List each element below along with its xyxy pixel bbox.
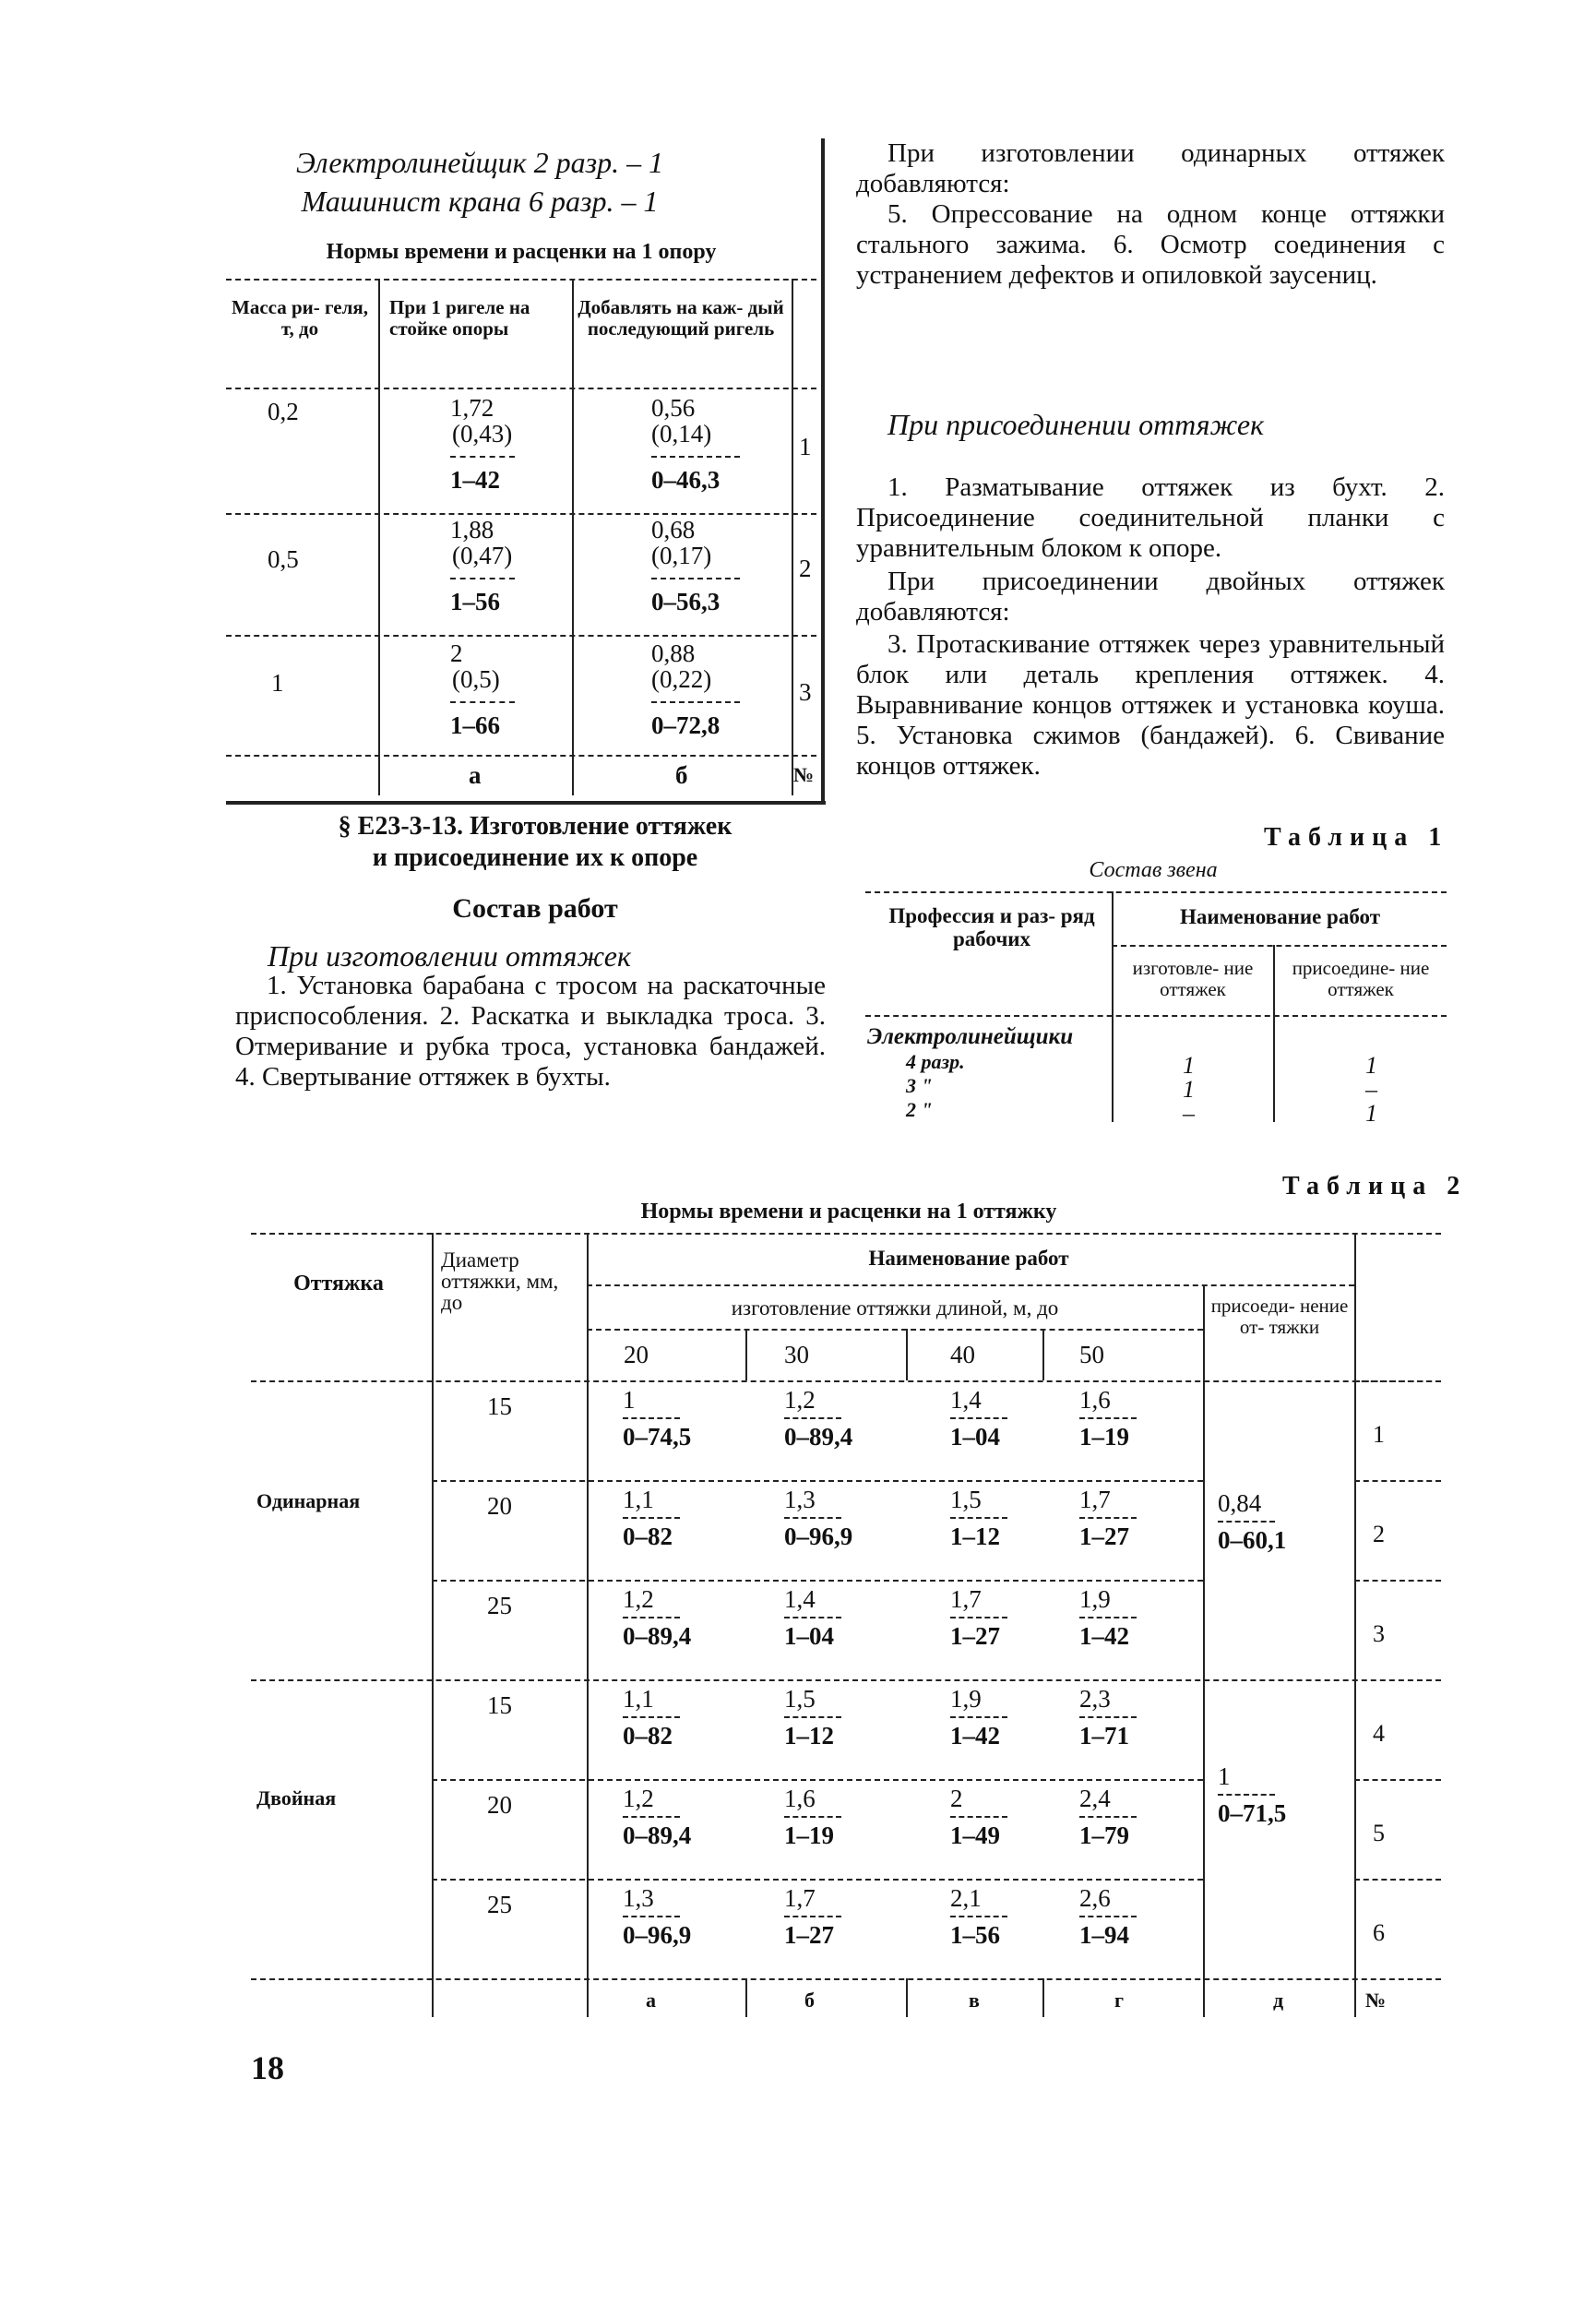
table-top-header-first: При 1 ригеле на стойке опоры (389, 296, 530, 340)
cell-frac: 1,7 1–27 (950, 1585, 1007, 1650)
table1-col-prof: Профессия и раз- ряд рабочих (888, 904, 1095, 950)
section-subtitle: и присоединение их к опоре (372, 843, 698, 872)
table1-grade: 4 разр. (906, 1050, 965, 1073)
table2-length: 50 (1079, 1341, 1104, 1368)
table-cell: (0,14) (651, 420, 712, 448)
frac-bot: 0–71,5 (1218, 1799, 1287, 1827)
cell-frac: 1,4 1–04 (784, 1585, 841, 1650)
cell-frac: 1,7 1–27 (1079, 1486, 1137, 1550)
table1-cell: 1 (1183, 1052, 1195, 1079)
table-cell: (0,22) (651, 665, 712, 693)
table-cell: 2 (450, 639, 463, 667)
attach-frac (1218, 1762, 1286, 1827)
table-footer: № (1365, 1989, 1387, 2012)
table-cell: 0,68 (651, 516, 696, 543)
cell-frac: 2,6 1–94 (1079, 1884, 1137, 1949)
table2-col-diam: Диаметр оттяжки, мм, до (441, 1248, 559, 1314)
table-cell: 0–72,8 (651, 711, 721, 739)
table1-grade: 2 " (906, 1098, 933, 1121)
row-number: 3 (1373, 1620, 1385, 1647)
row-number: 1 (799, 433, 812, 460)
attach-text: 1. Разматывание оттяжек из бухт. 2. Присоединение соединительной планки с уравнительным блоком к опоре. (856, 472, 1445, 563)
page-number: 18 (251, 2049, 284, 2086)
group-name: Одинарная (256, 1489, 361, 1512)
cell-frac: 1,2 0–89,4 (784, 1386, 853, 1451)
table1-cell: 1 (1365, 1100, 1377, 1127)
table1-prof-title: Электролинейщики (867, 1024, 1074, 1049)
cell-frac: 1,5 1–12 (950, 1486, 1007, 1550)
table1-col-works: Наименование работ (1179, 905, 1381, 928)
row-number: 4 (1373, 1720, 1385, 1747)
frac-top: 1 (1218, 1762, 1231, 1790)
composition-heading: Состав работ (452, 893, 618, 924)
table-cell: 0,56 (651, 394, 696, 422)
frac-bot: 0–60,1 (1218, 1526, 1287, 1554)
table2-diam: 20 (487, 1791, 512, 1819)
table2-diam: 15 (487, 1691, 512, 1719)
cell-frac: 2,4 1–79 (1079, 1785, 1137, 1849)
table-cell: 1–66 (450, 711, 500, 739)
table-top-header-mass: Масса ри- геля, т, до (232, 296, 368, 340)
table-cell: 1,88 (450, 516, 494, 543)
table-cell: 1–56 (450, 588, 500, 615)
row-number: 2 (799, 555, 812, 582)
table1-cell: – (1365, 1076, 1377, 1103)
table1-col-attach: присоедине- ние оттяжек (1292, 957, 1430, 1000)
table-cell: (0,17) (651, 542, 712, 569)
frac-top: 0,84 (1218, 1489, 1262, 1517)
table2-diam: 25 (487, 1891, 512, 1918)
attach-heading: При присоединении оттяжек (887, 408, 1265, 441)
single-intro: При изготовлении одинарных оттяжек добавляются: (856, 138, 1445, 198)
cell-frac: 1,2 0–89,4 (623, 1585, 692, 1650)
cell-frac: 1,6 1–19 (1079, 1386, 1137, 1451)
table-cell: 0–46,3 (651, 466, 721, 494)
table2-label: Таблица 2 (1282, 1172, 1468, 1200)
cell-frac: 2,1 1–56 (950, 1884, 1007, 1949)
section-title: § Е23-3-13. Изготовление оттяжек (338, 812, 732, 841)
norms-title-top: Нормы времени и расценки на 1 опору (326, 240, 717, 264)
row-number: 2 (1373, 1521, 1385, 1547)
table2-length: 30 (784, 1341, 809, 1368)
table-footer: в (969, 1989, 980, 2012)
table2-diam: 20 (487, 1492, 512, 1520)
attach-frac (1218, 1489, 1286, 1554)
row-number: 6 (1373, 1919, 1385, 1946)
table-cell: 0,88 (651, 639, 696, 667)
making-text: 1. Установка барабана с тросом на раскаточные приспособления. 2. Раскатка и выкладка троса. 3. Отмеривание и рубка троса, установка бандажей. 4. Свертывание оттяжек в бухты. (235, 971, 826, 1092)
row-number: 5 (1373, 1820, 1385, 1846)
table2-col-works: Наименование работ (868, 1247, 1069, 1270)
table1-caption: Состав звена (1089, 858, 1218, 882)
making-heading: При изготовлении оттяжек (268, 939, 631, 973)
table-cell: 0–56,3 (651, 588, 721, 615)
table1-label: Таблица 1 (1264, 823, 1449, 852)
table2-col-attach: присоеди- нение от- тяжки (1210, 1295, 1349, 1338)
cell-frac: 1,3 0–96,9 (784, 1486, 853, 1550)
cell-frac: 2,3 1–71 (1079, 1685, 1137, 1750)
table-cell: 1,72 (450, 394, 494, 422)
table-footer: а (646, 1989, 656, 2012)
table-row-mass: 0,5 (268, 545, 299, 573)
cell-frac: 2 1–49 (950, 1785, 1007, 1849)
cell-frac: 1,7 1–27 (784, 1884, 841, 1949)
table-cell: 1–42 (450, 466, 500, 494)
table1-grade: 3 " (906, 1074, 933, 1097)
cell-frac: 1,6 1–19 (784, 1785, 841, 1849)
cell-frac: 1,2 0–89,4 (623, 1785, 692, 1849)
cell-frac: 1,5 1–12 (784, 1685, 841, 1750)
table-cell: (0,43) (452, 420, 513, 448)
table-footer: № (793, 763, 815, 786)
table2-col-make: изготовление оттяжки длиной, м, до (731, 1296, 1059, 1320)
table-row-mass: 0,2 (268, 398, 299, 425)
cell-frac: 1,9 1–42 (1079, 1585, 1137, 1650)
table2-length: 40 (950, 1341, 975, 1368)
group-name: Двойная (256, 1786, 337, 1809)
table-cell: (0,5) (452, 665, 500, 693)
cell-frac: 1 0–74,5 (623, 1386, 692, 1451)
table-footer: б (804, 1989, 815, 2012)
single-text: 5. Опрессование на одном конце оттяжки стального зажима. 6. Осмотр соединения с устранением дефектов и опиловкой заусениц. (856, 199, 1445, 290)
cell-frac: 1,1 0–82 (623, 1685, 680, 1750)
cell-frac: 1,4 1–04 (950, 1386, 1007, 1451)
table-footer: а (469, 761, 482, 789)
table-footer: б (675, 761, 688, 789)
table1-cell: 1 (1183, 1076, 1195, 1103)
row-number: 3 (799, 678, 812, 706)
table-cell: (0,47) (452, 542, 513, 569)
table-footer: д (1273, 1989, 1284, 2012)
double-intro: При присоединении двойных оттяжек добавляются: (856, 567, 1445, 627)
table2-diam: 15 (487, 1392, 512, 1420)
cell-frac: 1,9 1–42 (950, 1685, 1007, 1750)
cell-frac: 1,1 0–82 (623, 1486, 680, 1550)
table-footer: г (1114, 1989, 1124, 2012)
crew-line-1: Электролинейщик 2 разр. – 1 (295, 146, 664, 179)
table1-col-make: изготовле- ние оттяжек (1132, 957, 1254, 1000)
table-row-mass: 1 (271, 669, 284, 697)
table2-col-type: Оттяжка (293, 1272, 384, 1296)
table2-length: 20 (624, 1341, 649, 1368)
table2-title: Нормы времени и расценки на 1 оттяжку (640, 1200, 1057, 1224)
table-top-header-next: Добавлять на каж- дый последующий ригель (578, 296, 784, 340)
cell-frac: 1,3 0–96,9 (623, 1884, 692, 1949)
crew-line-2: Машинист крана 6 разр. – 1 (301, 185, 659, 218)
table1-cell: – (1183, 1100, 1195, 1127)
table2-diam: 25 (487, 1592, 512, 1619)
table1-cell: 1 (1365, 1052, 1377, 1079)
row-number: 1 (1373, 1421, 1385, 1448)
double-text: 3. Протаскивание оттяжек через уравнительный блок или деталь крепления оттяжек. 4. Выравнивание концов оттяжек и установка коуша. 5. Установка сжимов (бандажей). 6. Свивание концов оттяжек. (856, 629, 1445, 781)
